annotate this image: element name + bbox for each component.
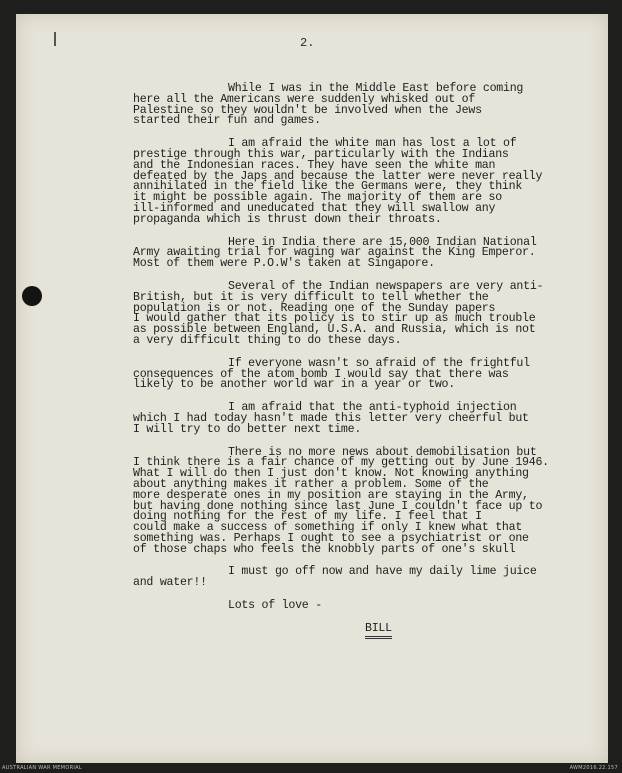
paragraph-ina-trial: Here in India there are 15,000 Indian National Army awaiting trial for waging war against the King Emperor. Most of them were P.O.W's taken at Singapore. — [133, 235, 537, 271]
paragraph-prestige: I am afraid the white man has lost a lot of prestige through this war, particularly with the Indians and the Indonesian races. They have seen the white man defeated by the Japs and because the latter were never really annihilated in the field like the Germans were, they think it might be possible again. The majority of them are so ill-informed and uneducated that they will swallow any propaganda which is thrust down their throats. — [133, 137, 543, 226]
footer-catalogue-id: AWM2016.22.157 — [569, 765, 618, 771]
pencil-mark — [54, 32, 56, 46]
paragraph-injection: I am afraid that the anti-typhoid injection which I had today hasn't made this letter very cheerful but I will try to do better next time. — [133, 401, 529, 436]
punch-hole — [22, 286, 42, 306]
paragraph-lime-juice: I must go off now and have my daily lime juice and water!! — [133, 565, 537, 590]
paragraph-demobilisation: There is no more news about demobilisation but I think there is a fair chance of my getting out by June 1946. What I will do then I just don't know. Not knowing anything about anything makes it rather a problem. Some of the more desperate ones in my position are staying in the Army, but having done nothing since last June I couldn't face up to doing nothing for the rest of my life. I feel that I could make a success of something if only I knew what that something was. Perhaps I ought to see a psychiatrist or one of those chaps who feels the knobbly parts of one's skull — [133, 445, 549, 556]
letter-body — [133, 84, 613, 651]
signature: BILL — [365, 624, 392, 639]
paragraph-newspapers: Several of the Indian newspapers are very anti- British, but it is very difficult to tell whether the population is or not. Reading one of the Sunday papers I would gather that its policy is to stir up as much trouble as possible between England, U.S.A. and Russia, which is not a very difficult thing to do these days. — [133, 279, 544, 347]
page-number: 2. — [300, 36, 315, 50]
paragraph-middle-east: While I was in the Middle East before coming here all the Americans were suddenly whisked out of Palestine so they wouldn't be involved when the Jews started their fun and games. — [133, 82, 524, 128]
footer-credit: AUSTRALIAN WAR MEMORIAL — [2, 765, 82, 771]
paragraph-atom-bomb: If everyone wasn't so afraid of the frightful consequences of the atom bomb I would say that there was likely to be another world war in a year or two. — [133, 356, 530, 392]
letter-page — [16, 14, 608, 763]
closing-line: Lots of love - — [228, 599, 322, 613]
